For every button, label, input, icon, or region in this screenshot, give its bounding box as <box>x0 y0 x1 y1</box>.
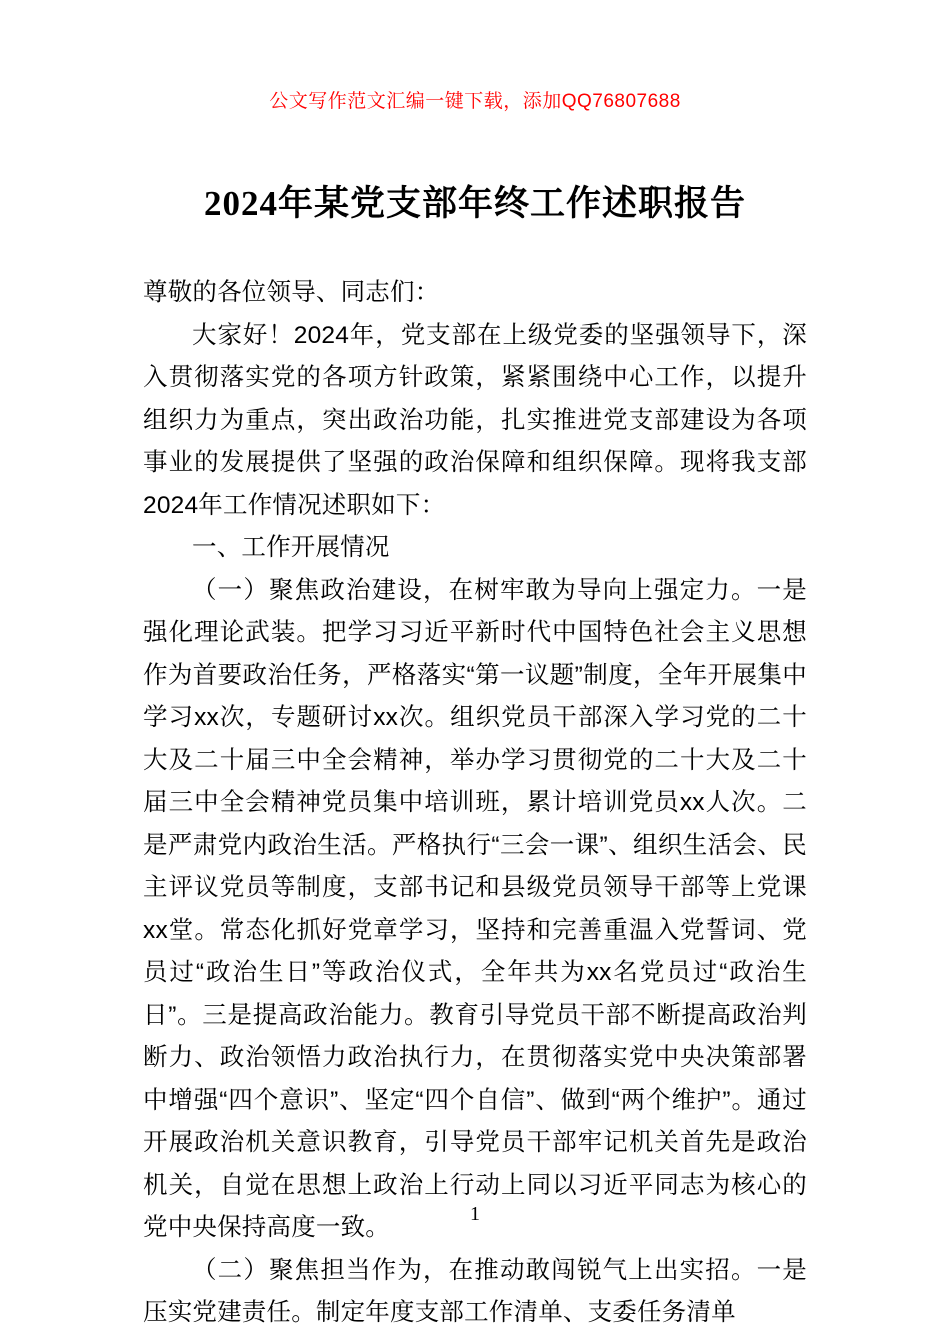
document-body <box>0 272 950 1335</box>
page-title: 2024年某党支部年终工作述职报告 <box>203 184 746 223</box>
page-number: 1 <box>470 1203 480 1225</box>
paragraph-section-1-1: （一）聚焦政治建设，在树牢敢为导向上强定力。一是强化理论武装。把学习习近平新时代中国特色社会主义思想作为首要政治任务，严格落实“第一议题”制度，全年开展集中学习xx次，专题研讨xx次。组织党员干部深入学习党的二十大及二十届三中全会精神，举办学习贯彻党的二十大及二十届三中全会精神党员集中培训班，累计培训党员xx人次。二是严肃党内政治生活。严格执行“三会一课”、组织生活会、民主评议党员等制度，支部书记和县级党员领导干部等上党课xx堂。常态化抓好党章学习，坚持和完善重温入党誓词、党员过“政治生日”等政治仪式，全年共为xx名党员过“政治生日”。三是提高政治能力。教育引导党员干部不断提高政治判断力、政治领悟力政治执行力，在贯彻落实党中央决策部署中增强“四个意识”、坚定“四个自信”、做到“两个维护”。通过开展政治机关意识教育，引导党员干部牢记机关首先是政治机关，自觉在思想上政治上行动上同以习近平同志为核心的党中央保持高度一致。 <box>143 576 807 1241</box>
promo-banner: 公文写作范文汇编一键下载，添加QQ76807688 <box>269 91 681 112</box>
section-heading-1: 一、工作开展情况 <box>192 534 390 561</box>
paragraph-salutation: 尊敬的各位领导、同志们： <box>143 279 440 306</box>
paragraph-section-1-2: （二）聚焦担当作为，在推动敢闯锐气上出实招。一是压实党建责任。制定年度支部工作清单、支委任务清单 <box>143 1256 807 1326</box>
paragraph-opening: 大家好！2024年，党支部在上级党委的坚强领导下，深入贯彻落实党的各项方针政策，紧紧围绕中心工作，以提升组织力为重点，突出政治功能，扎实推进党支部建设为各项事业的发展提供了坚强的政治保障和组织保障。现将我支部2024年工作情况述职如下： <box>143 321 807 519</box>
